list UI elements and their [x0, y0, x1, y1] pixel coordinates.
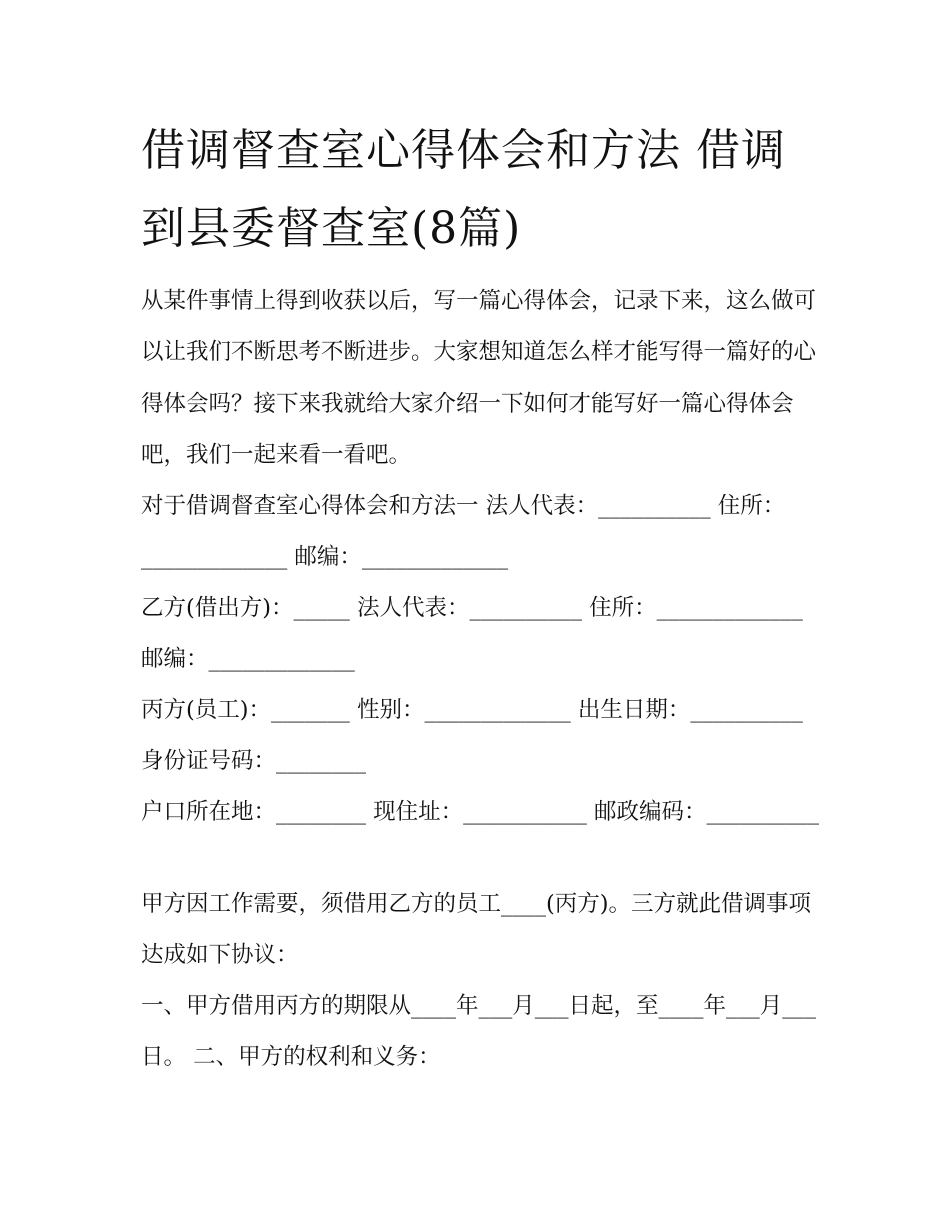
party-b-paragraph: 乙方(借出方)：_____ 法人代表：__________ 住所：_____________ 邮编：_____________ — [141, 595, 803, 673]
party-a-paragraph: 对于借调督查室心得体会和方法一 法人代表：__________ 住所：_____________ 邮编：_____________ — [141, 493, 786, 571]
agreement-intro-paragraph: 甲方因工作需要，须借用乙方的员工____(丙方)。三方就此借调事项达成如下协议： — [141, 891, 812, 969]
intro-paragraph: 从某件事情上得到收获以后，写一篇心得体会，记录下来，这么做可以让我们不断思考不断进步。大家想知道怎么样才能写得一篇好的心得体会吗？接下来我就给大家介绍一下如何才能写好一篇心得体会吧，我们一起来看一看吧。 — [141, 288, 817, 468]
address-paragraph: 户口所在地：________ 现住址：___________ 邮政编码：__________ — [141, 799, 820, 825]
party-c-paragraph: 丙方(员工)：_______ 性别：_____________ 出生日期：__________ 身份证号码：________ — [141, 697, 803, 775]
term-paragraph: 一、甲方借用丙方的期限从____年___月___日起，至____年___月___日。 二、甲方的权利和义务： — [141, 993, 817, 1071]
document-title: 借调督查室心得体会和方法 借调到县委督查室(8篇) — [141, 125, 786, 254]
